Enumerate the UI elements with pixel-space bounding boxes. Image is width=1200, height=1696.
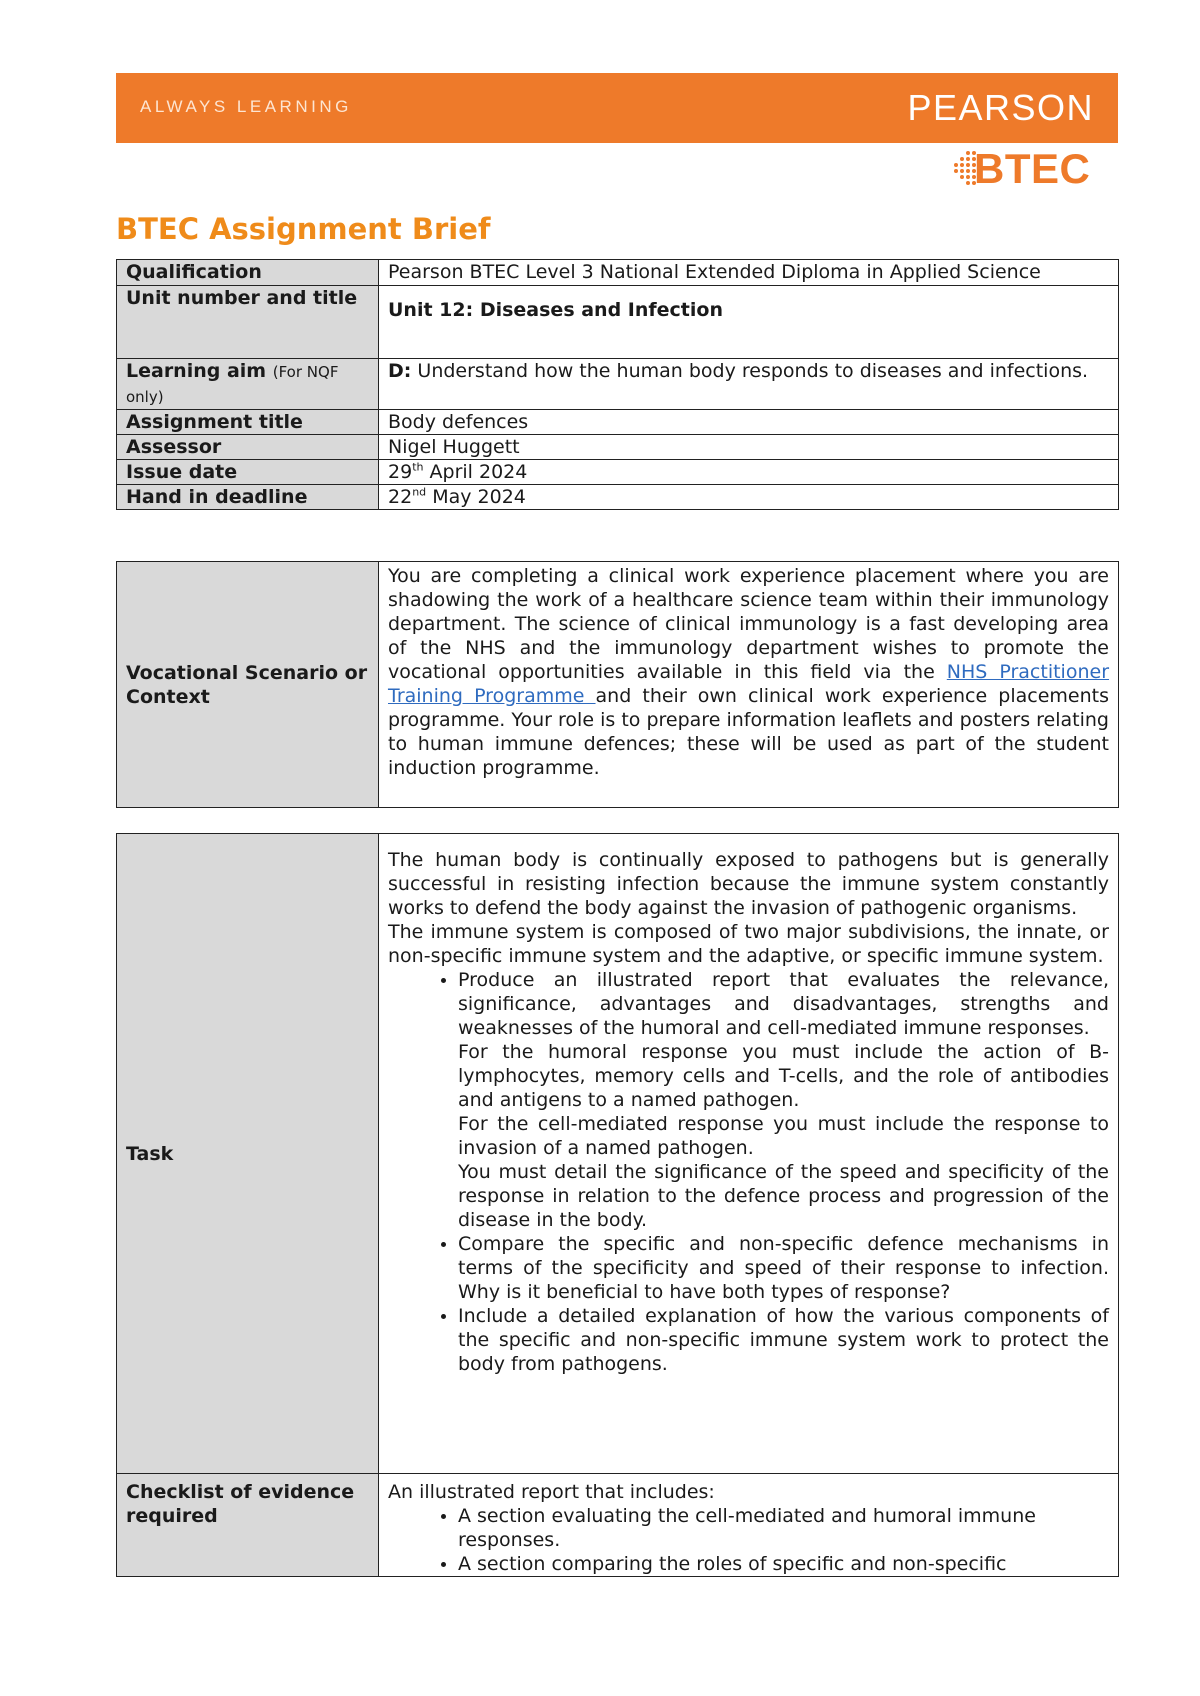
unit-label: Unit number and title bbox=[117, 286, 379, 359]
assessor-value: Nigel Huggett bbox=[379, 435, 1119, 460]
checklist-label: Checklist of evidence required bbox=[117, 1474, 379, 1577]
learning-aim-value: D: Understand how the human body responds to diseases and infections. bbox=[379, 359, 1119, 410]
header-banner bbox=[116, 73, 1118, 143]
table-row bbox=[117, 1474, 1119, 1577]
list-item: • Include a detailed explanation of how the various components of the specific and non-specific immune system work to protect the body from pathogens. bbox=[458, 1304, 1109, 1376]
table-row bbox=[117, 286, 1119, 359]
nhs-training-link[interactable]: NHS Practitioner Training Programme bbox=[388, 661, 1110, 707]
btec-dots-icon bbox=[948, 149, 976, 189]
list-item: • Produce an illustrated report that evaluates the relevance, significance, advantages and disadvantages, strengths and weaknesses of the humoral and cell-mediated immune responses. For the humoral response you must include the action of B-lymphocytes, memory cells and T-cells, and the role of antibodies and antigens to a named pathogen. For the cell-mediated response you must include the response to invasion of a named pathogen. You must detail the significance of the speed and specificity of the response in relation to the defence process and progression of the disease in the body. bbox=[458, 968, 1109, 1232]
table-row bbox=[117, 834, 1119, 1474]
qualification-label: Qualification bbox=[117, 260, 379, 286]
deadline-value: 22nd May 2024 bbox=[379, 485, 1119, 510]
table-row bbox=[117, 562, 1119, 808]
learning-aim-note: (For NQF only) bbox=[126, 363, 339, 406]
task-list bbox=[388, 968, 1109, 1376]
details-table bbox=[116, 259, 1119, 510]
btec-logo-text: BTEC bbox=[974, 145, 1091, 192]
scenario-table bbox=[116, 561, 1119, 808]
list-item: • A section comparing the roles of specific and non-specific bbox=[458, 1552, 1109, 1576]
learning-aim-label: Learning aim (For NQF only) bbox=[117, 359, 379, 410]
scenario-text: You are completing a clinical work experience placement where you are shadowing the work of a healthcare science team within their immunology department. The science of clinical immunology is a fast developing area of the NHS and the immunology department wishes to promote the vocational opportunities available in this field via the NHS Practitioner Training Programme and their own clinical work experience placements programme. Your role is to prepare information leaflets and posters relating to human immune defences; these will be used as part of the student induction programme. bbox=[379, 562, 1119, 808]
checklist-list bbox=[388, 1504, 1109, 1576]
checklist-intro: An illustrated report that includes: bbox=[388, 1481, 715, 1503]
tagline: ALWAYS LEARNING bbox=[140, 97, 352, 116]
task-content bbox=[379, 834, 1119, 1474]
assignment-title-label: Assignment title bbox=[117, 410, 379, 435]
deadline-label: Hand in deadline bbox=[117, 485, 379, 510]
scenario-label: Vocational Scenario or Context bbox=[117, 562, 379, 808]
assessor-label: Assessor bbox=[117, 435, 379, 460]
btec-logo bbox=[948, 145, 1118, 193]
table-row bbox=[117, 260, 1119, 286]
task-intro: The human body is continually exposed to pathogens but is generally successful in resisting infection because the immune system constantly works to defend the body against the invasion of pathogenic organisms. bbox=[388, 849, 1109, 919]
issue-date-label: Issue date bbox=[117, 460, 379, 485]
table-row bbox=[117, 485, 1119, 510]
list-item: • A section evaluating the cell-mediated and humoral immune responses. bbox=[458, 1504, 1109, 1552]
table-row bbox=[117, 460, 1119, 485]
learning-aim-letter: D: bbox=[388, 360, 412, 382]
pearson-logo: PEARSON bbox=[907, 87, 1094, 128]
task-label: Task bbox=[117, 834, 379, 1474]
unit-value: Unit 12: Diseases and Infection bbox=[379, 286, 1119, 359]
task-table bbox=[116, 833, 1119, 1577]
assignment-title-value: Body defences bbox=[379, 410, 1119, 435]
table-row bbox=[117, 410, 1119, 435]
task-intro-2: The immune system is composed of two major subdivisions, the innate, or non-specific immune system and the adaptive, or specific immune system. bbox=[388, 921, 1109, 967]
page-title: BTEC Assignment Brief bbox=[116, 212, 491, 246]
qualification-value: Pearson BTEC Level 3 National Extended Diploma in Applied Science bbox=[379, 260, 1119, 286]
issue-date-value: 29th April 2024 bbox=[379, 460, 1119, 485]
table-row bbox=[117, 435, 1119, 460]
list-item: • Compare the specific and non-specific defence mechanisms in terms of the specificity and speed of their response to infection. Why is it beneficial to have both types of response? bbox=[458, 1232, 1109, 1304]
checklist-content bbox=[379, 1474, 1119, 1577]
table-row bbox=[117, 359, 1119, 410]
